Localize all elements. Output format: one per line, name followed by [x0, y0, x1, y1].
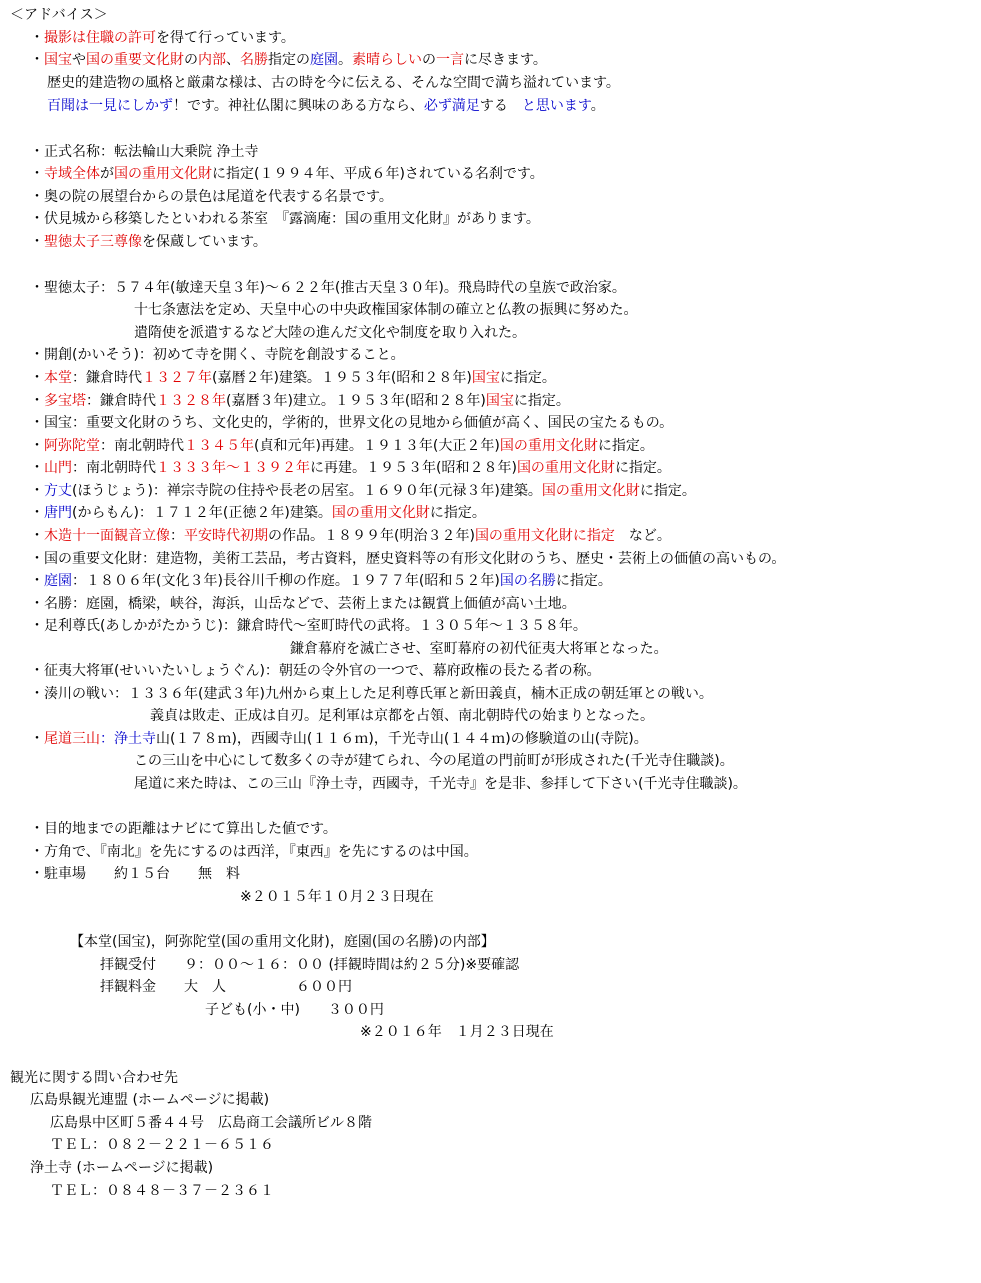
text-run: 。 — [590, 98, 605, 114]
text-run: ：南北朝時代 — [72, 460, 156, 476]
text-run: に指定。 — [555, 573, 612, 589]
text-run: ・征夷大将軍(せいいたいしょうぐん)：朝廷の令外官の一つで、幕府政権の長たる者の称。 — [30, 663, 601, 679]
highlight-text: 名勝 — [240, 52, 268, 68]
highlight-text: 百聞は一見にしかず — [47, 98, 173, 114]
text-run: ！です。神社仏閣に興味のある方なら、 — [173, 98, 424, 114]
text-run: の作品。１８９９年(明治３２年) — [268, 528, 475, 544]
text-line — [134, 322, 526, 344]
highlight-text: 唐門 — [44, 505, 72, 521]
text-line — [50, 1180, 274, 1202]
text-run: ＜アドバイス＞ — [10, 7, 108, 23]
highlight-text: １３４５年 — [184, 438, 254, 454]
text-line — [30, 1157, 213, 1179]
text-run: ・開創(かいそう)：初めて寺を開く、寺院を創設すること。 — [30, 347, 405, 363]
text-run: ・ — [30, 573, 44, 589]
text-line — [30, 728, 648, 750]
highlight-text: 国宝 — [44, 52, 72, 68]
text-line — [30, 27, 295, 49]
text-run: ＴＥＬ：０８２－２２１－６５１６ — [50, 1137, 274, 1153]
text-run: に指定。 — [597, 438, 654, 454]
text-run: ・ — [30, 483, 44, 499]
text-run: ・奥の院の展望台からの景色は尾道を代表する名景です。 — [30, 189, 393, 205]
text-run: など。 — [614, 528, 671, 544]
text-line — [30, 480, 696, 502]
text-run: ・ — [30, 528, 44, 544]
highlight-text: 撮影は住職の許可 — [44, 30, 156, 46]
text-run: 【本堂(国宝)，阿弥陀堂(国の重用文化財)，庭園(国の名勝)の内部】 — [70, 934, 495, 950]
text-line — [240, 886, 434, 908]
text-run: ： — [170, 528, 184, 544]
text-run: 拝観料金 大 人 ６００円 — [100, 979, 352, 995]
text-run: ・方角で、『南北』を先にするのは西洋，『東西』を先にするのは中国。 — [30, 844, 478, 860]
highlight-text: １３３３年～１３９２年 — [156, 460, 310, 476]
text-line — [360, 1021, 554, 1043]
text-line — [30, 502, 486, 524]
text-line — [30, 593, 576, 615]
highlight-text: 阿弥陀堂 — [44, 438, 100, 454]
highlight-text: と思います — [521, 98, 591, 114]
highlight-text: 必ず満足 — [423, 98, 480, 114]
text-run: ・正式名称：転法輪山大乗院 浄土寺 — [30, 144, 259, 160]
text-line — [30, 863, 240, 885]
text-line — [30, 683, 713, 705]
text-line — [30, 818, 337, 840]
text-run: 広島県中区町５番４４号 広島商工会議所ビル８階 — [50, 1115, 372, 1131]
text-line — [134, 299, 637, 321]
text-run: (貞和元年)再建。１９１３年(大正２年) — [254, 438, 500, 454]
text-line — [30, 660, 601, 682]
text-line — [47, 95, 605, 117]
text-line — [30, 208, 540, 230]
text-line — [30, 186, 393, 208]
text-run: ・ — [30, 731, 44, 747]
highlight-text: 方丈 — [44, 483, 72, 499]
highlight-text: 国の重用文化財 — [516, 460, 615, 476]
highlight-text: 国の重用文化財 — [541, 483, 640, 499]
text-run: ※２０１５年１０月２３日現在 — [240, 889, 434, 905]
text-run: ・足利尊氏(あしかがたかうじ)：鎌倉時代～室町時代の武将。１３０５年～１３５８年。 — [30, 618, 587, 634]
highlight-text: 聖徳太子三尊像 — [44, 234, 142, 250]
text-run: 尾道に来た時は、この三山『浄土寺，西國寺，千光寺』を是非、参拝して下さい(千光寺住職談)。 — [134, 776, 747, 792]
text-line — [30, 277, 626, 299]
text-line — [30, 390, 570, 412]
highlight-text: 木造十一面観音立像 — [44, 528, 170, 544]
text-line — [205, 999, 384, 1021]
highlight-text: 国の名勝 — [499, 573, 556, 589]
text-run: ※２０１６年 １月２３日現在 — [360, 1024, 554, 1040]
text-run: ・ — [30, 52, 44, 68]
highlight-text: １３２７年 — [142, 370, 212, 386]
highlight-text: 国の重用文化財 — [331, 505, 430, 521]
highlight-text: １３２８年 — [156, 393, 226, 409]
text-run: (からもん)：１７１２年(正徳２年)建築。 — [72, 505, 332, 521]
text-line — [100, 954, 519, 976]
text-run: 観光に関する問い合わせ先 — [10, 1070, 178, 1086]
text-run: ・湊川の戦い：１３３６年(建武３年)九州から東上した足利尊氏軍と新田義貞，楠木正成の朝廷軍との戦い。 — [30, 686, 713, 702]
text-run: に指定。 — [614, 460, 671, 476]
text-run: 山(１７８ｍ)，西國寺山(１１６ｍ)，千光寺山(１４４ｍ)の修験道の山(寺院)。 — [156, 731, 648, 747]
text-line — [30, 49, 547, 71]
text-line — [30, 367, 556, 389]
text-line — [30, 231, 267, 253]
text-run: が — [100, 166, 114, 182]
highlight-text: 平安時代初期 — [184, 528, 268, 544]
text-run: の — [422, 52, 436, 68]
text-run: ・名勝：庭園，橋梁，峡谷，海浜，山岳などで、芸術上または観賞上価値が高い土地。 — [30, 596, 576, 612]
text-line — [30, 163, 544, 185]
text-line — [30, 841, 478, 863]
text-line — [290, 638, 668, 660]
text-run: ・駐車場 約１５台 無 料 — [30, 866, 240, 882]
text-line — [30, 615, 587, 637]
text-run: ・伏見城から移築したといわれる茶室 『露滴庵：国の重用文化財』があります。 — [30, 211, 540, 227]
text-run: 指定の — [268, 52, 310, 68]
highlight-text: 庭園 — [44, 573, 72, 589]
text-line — [30, 457, 671, 479]
highlight-text: 素晴らしい — [352, 52, 422, 68]
text-run: 浄土寺 (ホームページに掲載) — [30, 1160, 214, 1176]
text-run: 。 — [338, 52, 352, 68]
text-line — [47, 72, 620, 94]
highlight-text: ：浄土寺 — [100, 731, 156, 747]
text-line — [10, 1067, 178, 1089]
text-line — [30, 435, 654, 457]
highlight-text: 国宝 — [471, 370, 500, 386]
text-run: ：南北朝時代 — [100, 438, 184, 454]
text-run: ・ — [30, 234, 44, 250]
text-line — [100, 976, 352, 998]
text-line — [50, 1134, 274, 1156]
text-run: 子ども(小・中) ３００円 — [205, 1002, 384, 1018]
text-run: 十七条憲法を定め、天皇中心の中央政権国家体制の確立と仏教の振興に努めた。 — [134, 302, 638, 318]
text-run: に尽きます。 — [464, 52, 547, 68]
text-run: を保蔵しています。 — [142, 234, 267, 250]
text-run: ＴＥＬ：０８４８－３７－２３６１ — [50, 1183, 274, 1199]
highlight-text: 国宝 — [485, 393, 514, 409]
text-run: に指定。 — [513, 393, 570, 409]
text-line — [10, 4, 108, 26]
text-run: 歴史的建造物の風格と厳粛な様は、古の時を今に伝える、そんな空間で満ち溢れています。 — [47, 75, 620, 91]
text-run: ・ — [30, 460, 44, 476]
highlight-text: 庭園 — [310, 52, 338, 68]
highlight-text: 山門 — [44, 460, 72, 476]
text-run: (嘉暦３年)建立。１９５３年(昭和２８年) — [226, 393, 486, 409]
text-run: (嘉暦２年)建築。１９５３年(昭和２８年) — [212, 370, 472, 386]
text-line — [30, 570, 612, 592]
text-run: ・国宝：重要文化財のうち、文化史的，学術的，世界文化の見地から価値が高く、国民の宝たるもの。 — [30, 415, 674, 431]
text-line — [30, 548, 785, 570]
text-run: ・ — [30, 30, 44, 46]
text-line — [30, 1089, 269, 1111]
text-line — [70, 931, 495, 953]
highlight-text: 内部 — [198, 52, 226, 68]
text-run: 義貞は敗走、正成は自刃。足利軍は京都を占領、南北朝時代の始まりとなった。 — [150, 708, 654, 724]
text-run: ・目的地までの距離はナビにて算出した値です。 — [30, 821, 337, 837]
text-run: この三山を中心にして数多くの寺が建てられ、今の尾道の門前町が形成された(千光寺住職談)。 — [134, 753, 734, 769]
text-run: ・国の重要文化財：建造物，美術工芸品，考古資料，歴史資料等の有形文化財のうち、歴史・芸術上の価値の高いもの。 — [30, 551, 786, 567]
text-run: 鎌倉幕府を滅亡させ、室町幕府の初代征夷大将軍となった。 — [290, 641, 668, 657]
text-line — [30, 344, 405, 366]
text-run: 遣隋使を派遣するなど大陸の進んだ文化や制度を取り入れた。 — [134, 325, 526, 341]
text-line — [30, 525, 671, 547]
text-line — [30, 412, 673, 434]
text-run: ：鎌倉時代 — [72, 370, 142, 386]
text-run: 広島県観光連盟 (ホームページに掲載) — [30, 1092, 270, 1108]
text-run: ・ — [30, 166, 44, 182]
text-run: ：鎌倉時代 — [86, 393, 156, 409]
text-run: 、 — [226, 52, 240, 68]
highlight-text: 国の重要文化財 — [86, 52, 184, 68]
highlight-text: 多宝塔 — [44, 393, 86, 409]
text-run: ・ — [30, 505, 44, 521]
text-line — [134, 773, 747, 795]
text-run: に指定。 — [429, 505, 486, 521]
text-run: に指定(１９９４年、平成６年)されている名刹です。 — [212, 166, 544, 182]
highlight-text: 国の重用文化財に指定 — [474, 528, 615, 544]
text-run: に指定。 — [639, 483, 696, 499]
highlight-text: 一言 — [436, 52, 464, 68]
text-run: ・ — [30, 370, 44, 386]
text-run: する — [479, 98, 522, 114]
text-line — [150, 705, 654, 727]
highlight-text: 尾道三山 — [44, 731, 100, 747]
text-line — [50, 1112, 372, 1134]
highlight-text: 国の重用文化財 — [114, 166, 212, 182]
text-run: を得て行っています。 — [156, 30, 295, 46]
text-run: ・聖徳太子：５７４年(敏達天皇３年)～６２２年(推古天皇３０年)。飛鳥時代の皇族で政治家。 — [30, 280, 626, 296]
text-line — [134, 750, 734, 772]
highlight-text: 国の重用文化財 — [499, 438, 598, 454]
text-run: に再建。１９５３年(昭和２８年) — [310, 460, 517, 476]
text-run: の — [184, 52, 198, 68]
text-run: (ほうじょう)：禅宗寺院の住持や長老の居室。１６９０年(元禄３年)建築。 — [72, 483, 542, 499]
highlight-text: 本堂 — [44, 370, 72, 386]
text-line — [30, 141, 258, 163]
highlight-text: 寺域全体 — [44, 166, 100, 182]
text-run: ・ — [30, 393, 44, 409]
text-run: や — [72, 52, 86, 68]
text-run: に指定。 — [499, 370, 556, 386]
text-run: ：１８０６年(文化３年)長谷川千柳の作庭。１９７７年(昭和５２年) — [72, 573, 500, 589]
text-run: ・ — [30, 438, 44, 454]
text-run: 拝観受付 ９：００～１６：００ (拝観時間は約２５分)※要確認 — [100, 957, 520, 973]
